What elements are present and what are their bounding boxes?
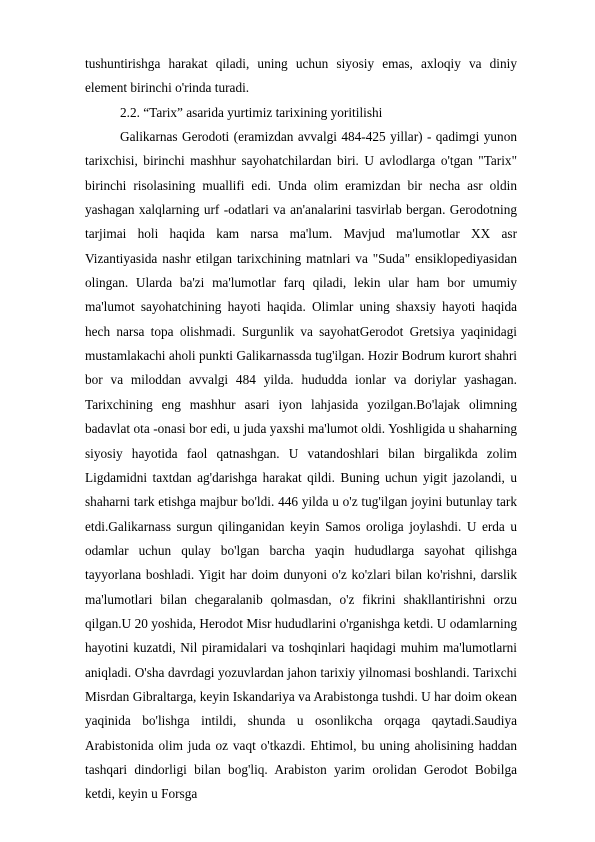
paragraph-continuation: tushuntirishga harakat qiladi, uning uchun siyosiy emas, axloqiy va diniy element birinchi o'rinda turadi. — [85, 56, 517, 96]
text-body — [85, 52, 517, 807]
section-heading: 2.2. “Tarix” asarida yurtimiz tarixining yoritilishi — [120, 104, 383, 120]
paragraph-main: Galikarnas Gerodoti (eramizdan avvalgi 484-425 yillar) - qadimgi yunon tarixchisi, birinchi mashhur sayohatchilardan biri. U avlodlarga o'tgan "Tarix" birinchi risolasining muallifi edi. Unda olim eramizdan bir necha asr oldin yashagan xalqlarning urf -odatlari va an'analarini tasvirlab bergan. Gerodotning tarjimai holi haqida kam narsa ma'lum. Mavjud ma'lumotlar XX asr Vizantiyasida nashr etilgan tarixchining matnlari va "Suda" ensiklopediyasidan olingan. Ularda ba'zi ma'lumotlar farq qiladi, lekin ular ham bor umumiy ma'lumot sayohatchining hayoti haqida. Olimlar uning shaxsiy hayoti haqida hech narsa topa olishmadi. Surgunlik va sayohatGerodot Gretsiya yaqinidagi mustamlakachi aholi punkti Galikarnassda tug'ilgan. Hozir Bodrum kurort shahri bor va miloddan avvalgi 484 yilda. hududda ionlar va doriylar yashagan. Tarixchining eng mashhur asari iyon lahjasida yozilgan.Bo'lajak olimning badavlat ota -onasi bor edi, u juda yaxshi ma'lumot oldi. Yoshligida u shaharning siyosiy hayotida faol qatnashgan. U vatandoshlari bilan birgalikda zolim Ligdamidni taxtdan ag'darishga harakat qildi. Buning uchun yigit jazolandi, u shaharni tark etishga majbur bo'ldi. 446 yilda u o'z tug'ilgan joyini butunlay tark etdi.Galikarnass surgun qilinganidan keyin Samos oroliga joylashdi. U erda u odamlar uchun qulay bo'lgan barcha yaqin hududlarga sayohat qilishga tayyorlana boshladi. Yigit har doim dunyoni o'z ko'zlari bilan ko'rishni, darslik ma'lumotlari bilan chegaralanib qolmasdan, o'z fikrini shakllantirishni orzu qilgan.U 20 yoshida, Herodot Misr hududlarini o'rganishga ketdi. U odamlarning hayotini kuzatdi, Nil piramidalari va toshqinlari haqidagi muhim ma'lumotlarni aniqladi. O'sha davrdagi yozuvlardan jahon tarixiy yilnomasi boshlandi. Tarixchi Misrdan Gibraltarga, keyin Iskandariya va Arabistonga tushdi. U har doim okean yaqinida bo'lishga intildi, shunda u osonlikcha orqaga qaytadi.Saudiya Arabistonida olim juda oz vaqt o'tkazdi. Ehtimol, bu uning aholisining haddan tashqari dindorligi bilan bog'liq. Arabiston yarim orolidan Gerodot Bobilga ketdi, keyin u Forsga — [85, 129, 517, 802]
